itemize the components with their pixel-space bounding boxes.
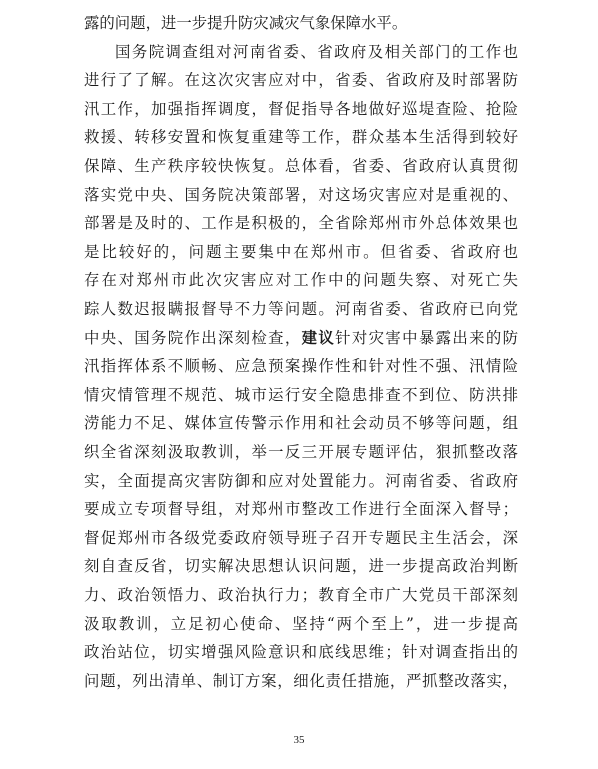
text-line: 督促郑州市各级党委政府领导班子召开专题民主生活会，深 xyxy=(84,529,518,547)
text-line: 涝能力不足、媒体宣传警示作用和社会动员不够等问题，组 xyxy=(84,414,518,432)
paragraph-first-line: 国务院调查组对河南省委、省政府及相关部门的工作也 xyxy=(115,43,518,61)
text-line: 汛指挥体系不顺畅、应急预案操作性和针对性不强、汛情险 xyxy=(84,357,518,375)
text-line: 刻自查反省，切实解决思想认识问题，进一步提高政治判断 xyxy=(84,557,518,575)
text-line: 情灾情管理不规范、城市运行安全隐患排查不到位、防洪排 xyxy=(84,386,518,404)
emphasis-keyword: 建议 xyxy=(301,329,336,347)
text-line: 汲取教训，立足初心使命、坚持“两个至上”，进一步提高 xyxy=(84,615,518,633)
text-line: 保障、生产秩序较快恢复。总体看，省委、省政府认真贯彻 xyxy=(84,157,518,175)
text-line: 实，全面提高灾害防御和应对处置能力。河南省委、省政府 xyxy=(84,472,518,490)
text-line: 问题，列出清单、制订方案，细化责任措施，严抓整改落实， xyxy=(84,672,518,690)
text-line: 露的问题，进一步提升防灾减灾气象保障水平。 xyxy=(84,14,408,32)
page-number: 35 xyxy=(293,734,305,746)
text-line-with-emphasis xyxy=(84,328,518,348)
text-line: 政治站位，切实增强风险意识和底线思维；针对调查指出的 xyxy=(84,643,518,661)
text-line: 落实党中央、国务院决策部署，对这场灾害应对是重视的、 xyxy=(84,186,518,204)
text-line: 汛工作，加强指挥调度，督促指导各地做好巡堤查险、抢险 xyxy=(84,100,518,118)
text-line: 要成立专项督导组，对郑州市整改工作进行全面深入督导； xyxy=(84,500,518,518)
text-line: 救援、转移安置和恢复重建等工作，群众基本生活得到较好 xyxy=(84,128,518,146)
text-line: 踪人数迟报瞒报督导不力等问题。河南省委、省政府已向党 xyxy=(84,300,518,318)
text-line: 织全省深刻汲取教训，举一反三开展专题评估，狠抓整改落 xyxy=(84,443,518,461)
text-line: 力、政治领悟力、政治执行力；教育全市广大党员干部深刻 xyxy=(84,586,518,604)
text-segment: 中央、国务院作出深刻检查， xyxy=(84,329,302,347)
text-line: 部署是及时的、工作是积极的，全省除郑州市外总体效果也 xyxy=(84,214,518,232)
text-segment: 针对灾害中暴露出来的防 xyxy=(335,329,518,347)
text-line: 进行了了解。在这次灾害应对中，省委、省政府及时部署防 xyxy=(84,71,518,89)
text-line: 是比较好的，问题主要集中在郑州市。但省委、省政府也 xyxy=(84,243,518,261)
text-line: 存在对郑州市此次灾害应对工作中的问题失察、对死亡失 xyxy=(84,271,518,289)
